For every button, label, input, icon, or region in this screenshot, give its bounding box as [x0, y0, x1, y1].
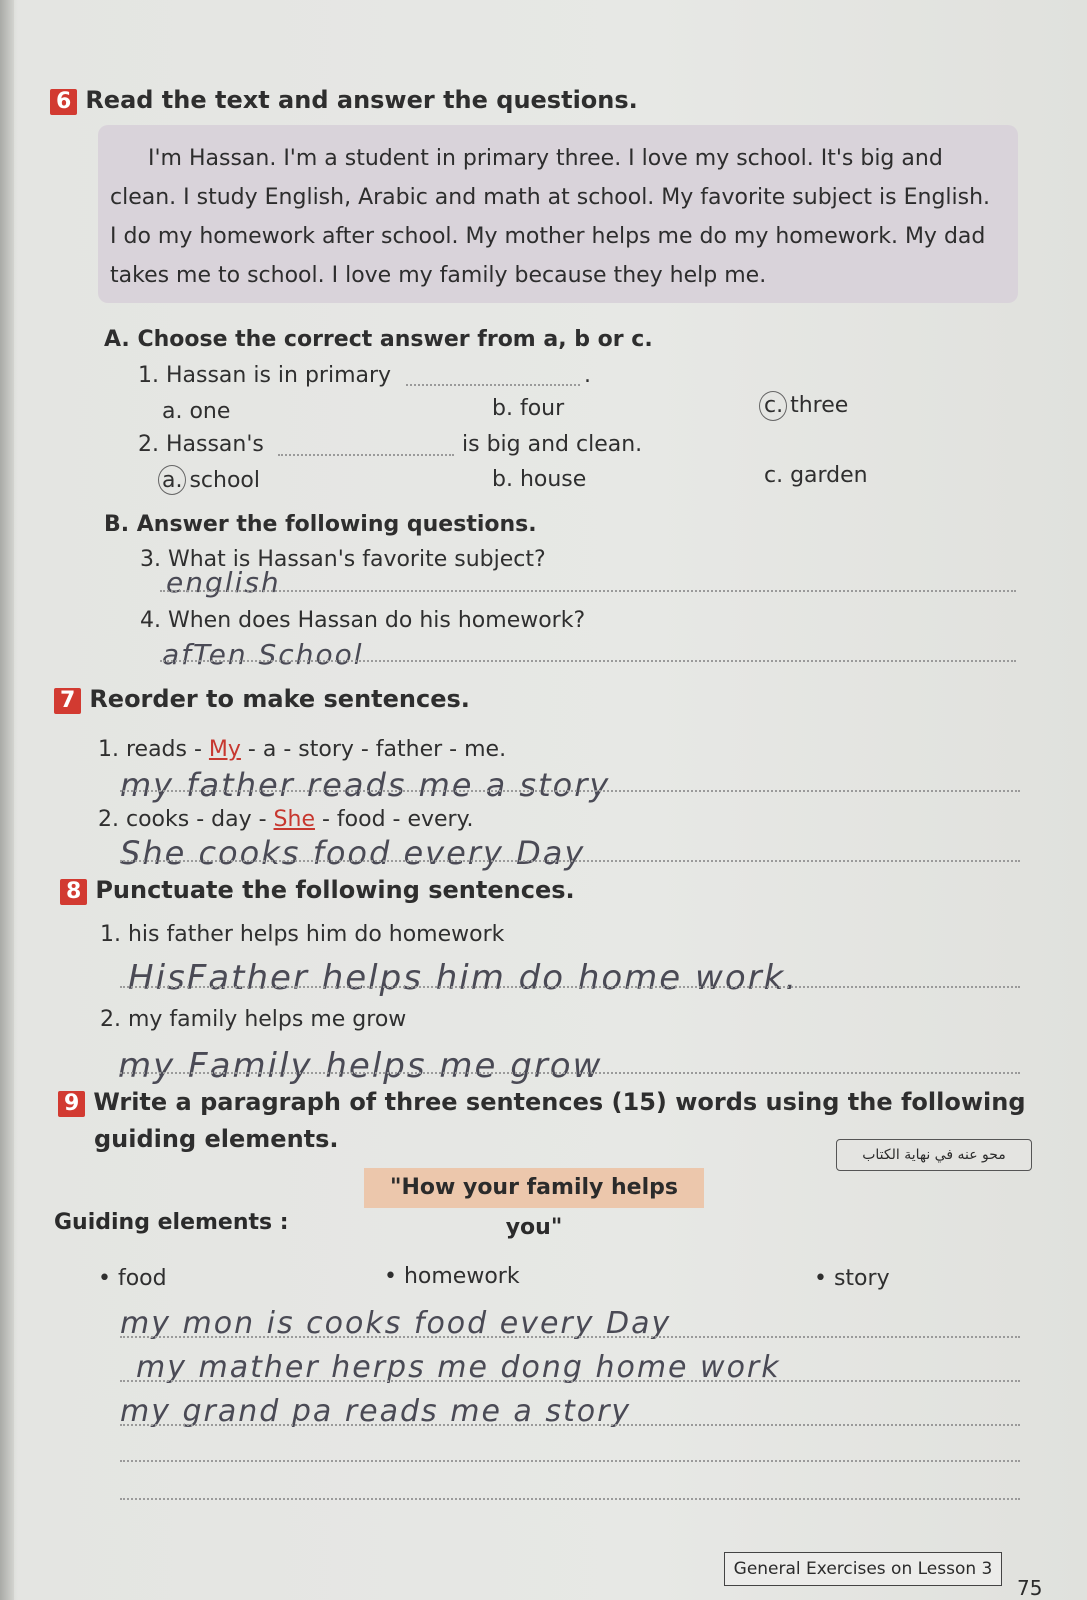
exercise-6-title: Read the text and answer the questions.	[85, 86, 638, 114]
circled-answer-2	[158, 465, 186, 495]
question-1-end: .	[584, 363, 591, 388]
handwritten-paragraph-line-3: my grand pa reads me a story	[120, 1394, 632, 1429]
paragraph-line-5[interactable]	[120, 1498, 1020, 1500]
handwritten-reorder-1: my father reads me a story	[120, 766, 611, 804]
reorder-2-post: - food - every.	[314, 807, 474, 832]
paragraph-line-3[interactable]	[120, 1424, 1020, 1426]
answer-line-punctuate-1[interactable]	[120, 986, 1020, 988]
answer-blank-2[interactable]	[278, 454, 454, 456]
answer-line-reorder-1[interactable]	[120, 790, 1020, 792]
punctuate-sentence-2: 2. my family helps me grow	[100, 1007, 407, 1032]
guiding-element-food: • food	[98, 1266, 167, 1291]
reorder-2-capital-word: She	[273, 807, 315, 832]
exercise-7-title: Reorder to make sentences.	[89, 685, 470, 713]
exercise-8-title: Punctuate the following sentences.	[95, 876, 575, 904]
option-2a[interactable]: a. school	[162, 468, 261, 493]
paragraph-line-2[interactable]	[120, 1380, 1020, 1382]
answer-line-3[interactable]	[160, 590, 1016, 592]
option-2b[interactable]: b. house	[492, 467, 587, 492]
part-b-heading: B. Answer the following questions.	[104, 512, 537, 537]
exercise-9-title-line-2: guiding elements.	[94, 1125, 339, 1153]
exercise-9-title-line-1: Write a paragraph of three sentences (15) words using the following	[93, 1088, 1026, 1116]
option-2c[interactable]: c. garden	[764, 463, 868, 488]
page-number: 75	[1017, 1576, 1043, 1600]
handwritten-punctuate-1: HisFather helps him do home work.	[128, 958, 799, 998]
punctuate-sentence-1: 1. his father helps him do homework	[100, 922, 505, 947]
reorder-1-pre: 1. reads -	[98, 737, 209, 762]
reading-passage	[98, 125, 1018, 303]
handwritten-answer-4: afTen School	[162, 638, 364, 671]
reorder-2-pre: 2. cooks - day -	[98, 807, 274, 832]
question-2: 2. Hassan's	[138, 432, 264, 457]
exercise-6-badge: 6	[50, 89, 77, 115]
handwritten-paragraph-line-2: my mather herps me dong home work	[136, 1350, 781, 1385]
exercise-7-heading	[54, 685, 470, 714]
handwritten-reorder-2: She cooks food every Day	[120, 834, 586, 872]
handwritten-paragraph-line-1: my mon is cooks food every Day	[120, 1306, 672, 1341]
exercise-8-heading	[60, 876, 575, 905]
page-binding-edge	[0, 0, 14, 1600]
guiding-element-story: • story	[814, 1266, 890, 1291]
part-a-heading: A. Choose the correct answer from a, b or c.	[104, 327, 653, 352]
paragraph-topic: "How your family helps you"	[364, 1168, 704, 1208]
exercise-8-badge: 8	[60, 879, 87, 905]
passage-line-2: clean. I study English, Arabic and math at school. My favorite subject is English.	[110, 185, 991, 210]
exercise-7-badge: 7	[54, 688, 81, 714]
reorder-sentence-2	[98, 807, 473, 832]
answer-line-4[interactable]	[160, 660, 1016, 662]
question-2-end: is big and clean.	[462, 432, 643, 457]
passage-line-3: I do my homework after school. My mother helps me do my homework. My dad	[110, 224, 986, 249]
question-1: 1. Hassan is in primary	[138, 363, 392, 388]
option-1a[interactable]: a. one	[162, 399, 231, 424]
reorder-1-capital-word: My	[208, 737, 241, 762]
arabic-note: محو عنه في نهاية الكتاب	[836, 1139, 1032, 1171]
option-1c[interactable]: c. three	[764, 393, 849, 418]
answer-line-reorder-2[interactable]	[120, 860, 1020, 862]
exercise-9-heading	[58, 1088, 1026, 1117]
passage-line-1: I'm Hassan. I'm a student in primary three. I love my school. It's big and	[148, 146, 943, 171]
footer-lesson-label: General Exercises on Lesson 3	[724, 1552, 1002, 1586]
exercise-6-heading	[50, 86, 638, 115]
reorder-sentence-1	[98, 737, 506, 762]
circled-answer-1	[759, 391, 787, 421]
question-3: 3. What is Hassan's favorite subject?	[140, 547, 546, 572]
paragraph-line-4[interactable]	[120, 1460, 1020, 1462]
question-4: 4. When does Hassan do his homework?	[140, 608, 586, 633]
answer-blank-1[interactable]	[406, 384, 580, 386]
handwritten-punctuate-2: my Family helps me grow	[118, 1046, 603, 1086]
guiding-element-homework: • homework	[384, 1264, 520, 1289]
handwritten-answer-3: english	[166, 566, 281, 599]
guiding-elements-label: Guiding elements :	[54, 1210, 289, 1235]
passage-line-4: takes me to school. I love my family because they help me.	[110, 263, 767, 288]
option-1b[interactable]: b. four	[492, 396, 565, 421]
reorder-1-post: - a - story - father - me.	[240, 737, 507, 762]
exercise-9-badge: 9	[58, 1091, 85, 1117]
answer-line-punctuate-2[interactable]	[120, 1072, 1020, 1074]
paragraph-line-1[interactable]	[120, 1336, 1020, 1338]
